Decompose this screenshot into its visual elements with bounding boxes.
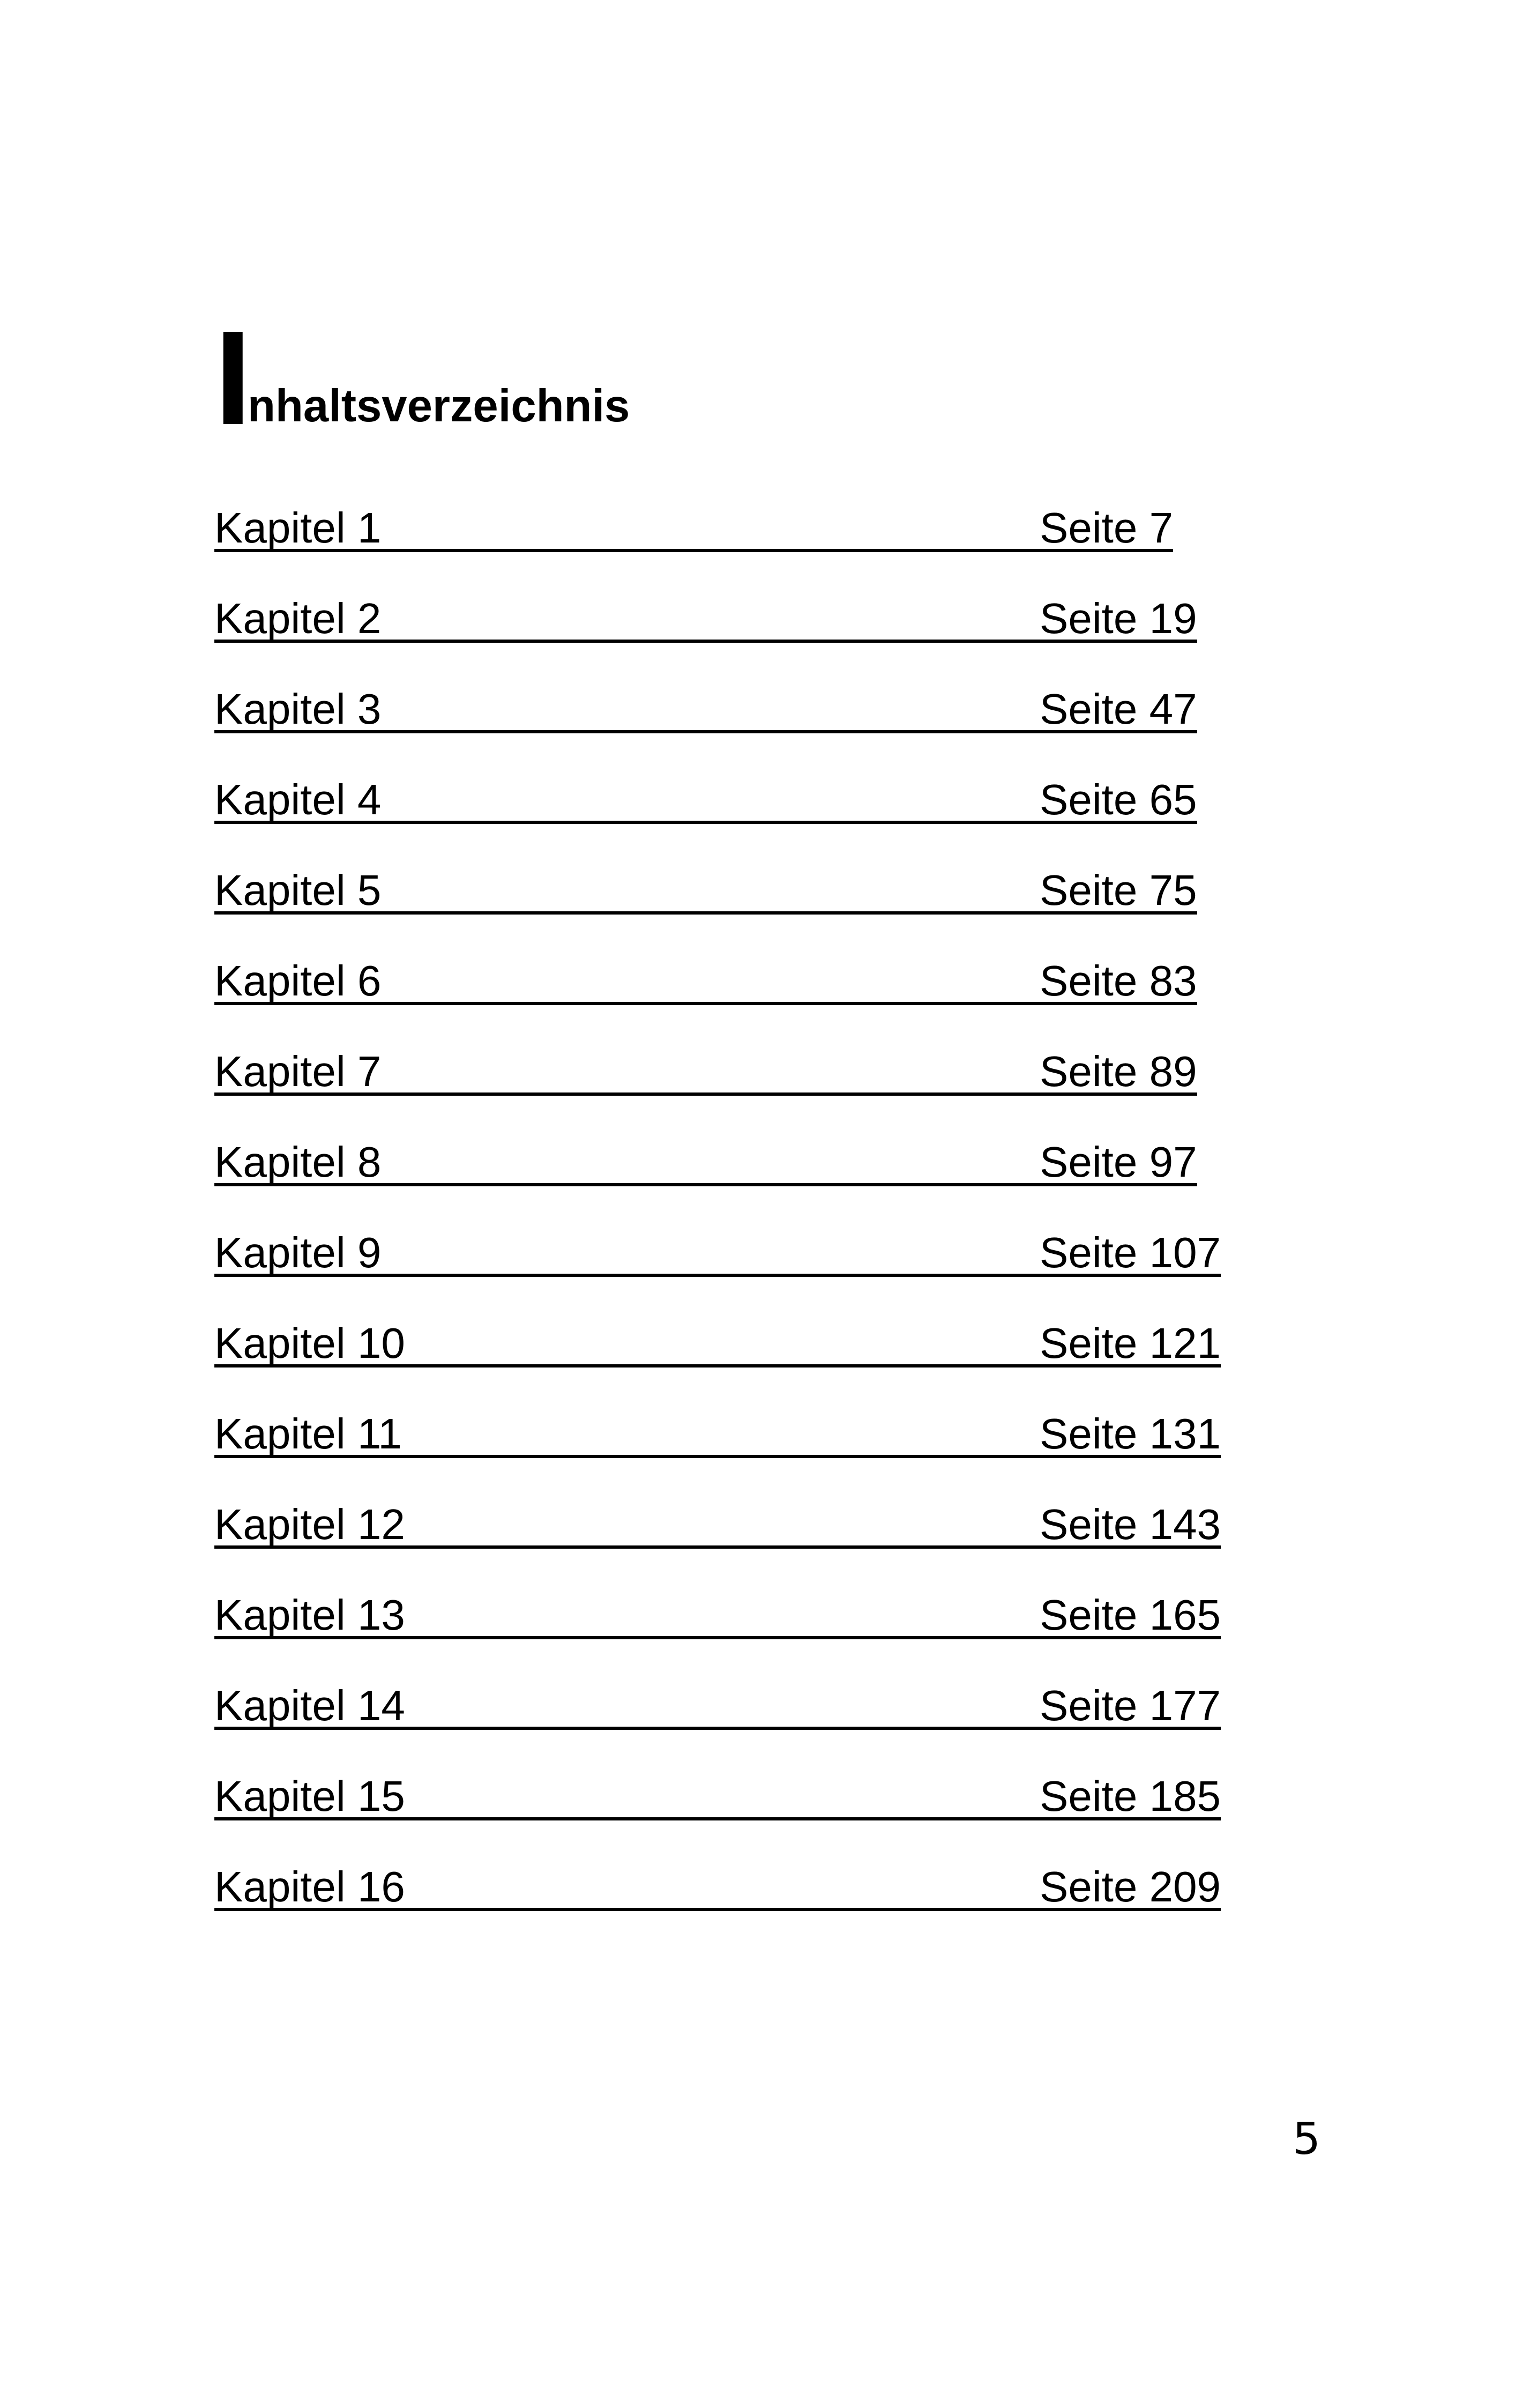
toc-chapter-label: Kapitel 10	[214, 1319, 405, 1367]
toc-page-label: Seite 121	[1040, 1319, 1221, 1367]
toc-entry[interactable]	[214, 1045, 1233, 1135]
toc-chapter-label: Kapitel 16	[214, 1863, 405, 1911]
toc-entry[interactable]	[214, 1770, 1233, 1860]
toc-page-label: Seite 165	[1040, 1591, 1221, 1639]
toc-entry[interactable]	[214, 682, 1233, 773]
toc-chapter-label: Kapitel 12	[214, 1500, 405, 1548]
toc-entry[interactable]	[214, 864, 1233, 954]
toc-page-label: Seite 19	[1040, 594, 1197, 642]
toc-chapter-label: Kapitel 5	[214, 866, 382, 914]
toc-chapter-label: Kapitel 6	[214, 957, 382, 1005]
toc-entry[interactable]	[214, 1407, 1233, 1498]
toc-chapter-label: Kapitel 8	[214, 1138, 382, 1186]
table-of-contents	[214, 501, 1233, 1951]
toc-entry[interactable]	[214, 1317, 1233, 1407]
toc-page-label: Seite 107	[1040, 1229, 1221, 1276]
toc-entry[interactable]	[214, 954, 1233, 1045]
toc-entry[interactable]	[214, 592, 1233, 682]
toc-page-label: Seite 7	[1040, 504, 1174, 552]
toc-entry[interactable]	[214, 1498, 1233, 1588]
toc-chapter-label: Kapitel 4	[214, 776, 382, 823]
toc-page-label: Seite 75	[1040, 866, 1197, 914]
toc-page-label: Seite 89	[1040, 1047, 1197, 1095]
toc-page-label: Seite 47	[1040, 685, 1197, 733]
toc-chapter-label: Kapitel 15	[214, 1772, 405, 1820]
toc-entry[interactable]	[214, 1226, 1233, 1317]
toc-entry[interactable]	[214, 1135, 1233, 1226]
toc-chapter-label: Kapitel 11	[214, 1410, 402, 1458]
toc-chapter-label: Kapitel 13	[214, 1591, 405, 1639]
toc-page-label: Seite 65	[1040, 776, 1197, 823]
toc-entry[interactable]	[214, 1860, 1233, 1951]
toc-entry[interactable]	[214, 1588, 1233, 1679]
title-text: nhaltsverzeichnis	[248, 381, 630, 432]
toc-entry[interactable]	[214, 1679, 1233, 1770]
toc-chapter-label: Kapitel 9	[214, 1229, 382, 1276]
toc-chapter-label: Kapitel 3	[214, 685, 382, 733]
toc-chapter-label: Kapitel 7	[214, 1047, 382, 1095]
toc-page-label: Seite 131	[1040, 1410, 1221, 1458]
toc-page-label: Seite 177	[1040, 1682, 1221, 1729]
toc-page-label: Seite 185	[1040, 1772, 1221, 1820]
toc-chapter-label: Kapitel 2	[214, 594, 382, 642]
title-initial-letter: I	[214, 303, 252, 452]
toc-chapter-label: Kapitel 14	[214, 1682, 405, 1729]
toc-page-label: Seite 97	[1040, 1138, 1197, 1186]
toc-page-label: Seite 209	[1040, 1863, 1221, 1911]
toc-chapter-label: Kapitel 1	[214, 504, 382, 552]
toc-page-label: Seite 143	[1040, 1500, 1221, 1548]
page-number: 5	[1293, 2114, 1321, 2165]
toc-page-label: Seite 83	[1040, 957, 1197, 1005]
toc-entry[interactable]	[214, 773, 1233, 864]
toc-entry[interactable]	[214, 501, 1233, 592]
